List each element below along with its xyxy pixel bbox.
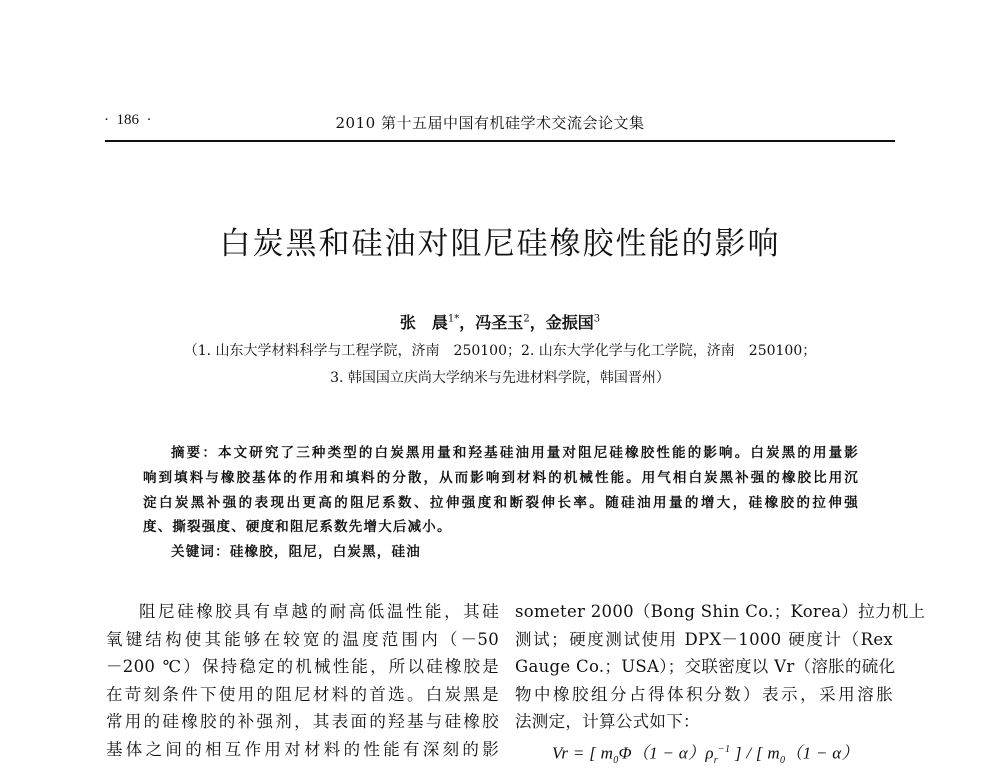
author-separator: ，: [529, 313, 546, 332]
body-line: Gauge Co.；USA）；交联密度以 Vr（溶胀的硫化: [515, 657, 896, 677]
keywords-text: 硅橡胶，阻尼，白炭黑，硅油: [229, 544, 421, 561]
author-separator: ，: [459, 313, 476, 332]
running-title: 2010 第十五届中国有机硅学术交流会论文集: [335, 114, 645, 132]
author-affiliation-mark: 1*: [447, 313, 460, 325]
body-line: －200 ℃）保持稳定的机械性能，所以硅橡胶是: [106, 657, 499, 677]
author-affiliation-mark: 3: [593, 313, 601, 325]
body-line: 测试；硬度测试使用 DPX－1000 硬度计（Rex: [515, 629, 893, 649]
keywords-line: [143, 540, 859, 565]
page-number: · 186 ·: [104, 112, 152, 128]
keywords-label: 关键词：: [171, 544, 230, 561]
author-affiliation-mark: 2: [523, 313, 530, 325]
abstract-line: 度、撕裂强度、硬度和阻尼系数先增大后减小。: [143, 519, 452, 536]
body-line: 常用的硅橡胶的补强剂，其表面的羟基与硅橡胶: [106, 712, 499, 732]
body-line: someter 2000（Bong Shin Co.；Korea）拉力机上: [515, 602, 926, 621]
affiliation-line: 3. 韩国国立庆尚大学纳米与先进材料学院，韩国晋州）: [330, 370, 670, 386]
body-right-column: [515, 598, 926, 775]
abstract-line: 响到填料与橡胶基体的作用和填料的分散，从而影响到材料的机械性能。用气相白炭黑补强的橡胶比用沉: [143, 469, 859, 486]
author-list: [0, 310, 1000, 333]
paper-title: 白炭黑和硅油对阻尼硅橡胶性能的影响: [219, 226, 781, 262]
affiliation-line: （1. 山东大学材料科学与工程学院，济南 250100；2. 山东大学化学与化工学院，济南 250100；: [183, 343, 817, 359]
abstract-label: 摘要：: [171, 445, 218, 461]
abstract-text: 本文研究了三种类型的白炭黑用量和羟基硅油用量对阻尼硅橡胶性能的影响。白炭黑的用量影: [217, 445, 859, 461]
body-line: 在苛刻条件下使用的阻尼材料的首选。白炭黑是: [106, 684, 499, 704]
body-line: 基体之间的相互作用对材料的性能有深刻的影: [106, 739, 499, 759]
crosslink-density-formula: Vr = [ $m_0\Phi(1 - \alpha)\rho_r^{-1}$ ] / [ $m_0(1 - \alpha)$: [552, 743, 859, 767]
body-line: 阻尼硅橡胶具有卓越的耐高低温性能，其硅: [139, 602, 499, 621]
abstract-line: [143, 441, 859, 466]
body-line: 法测定，计算公式如下：: [515, 712, 700, 732]
author-name: 冯圣玉: [475, 313, 524, 332]
abstract-line: 淀白炭黑补强的表现出更高的阻尼系数、拉伸强度和断裂伸长率。随硅油用量的增大，硅橡胶的拉伸强: [143, 494, 859, 511]
body-line: 物中橡胶组分占得体积分数）表示，采用溶胀: [515, 684, 893, 704]
author-name: 张 晨: [399, 313, 448, 332]
header-rule: [105, 140, 895, 142]
body-line: 氧键结构使其能够在较宽的温度范围内（－50: [106, 629, 499, 649]
author-name: 金振国: [545, 313, 594, 332]
abstract-block: [143, 441, 859, 565]
body-left-column: [106, 598, 499, 764]
